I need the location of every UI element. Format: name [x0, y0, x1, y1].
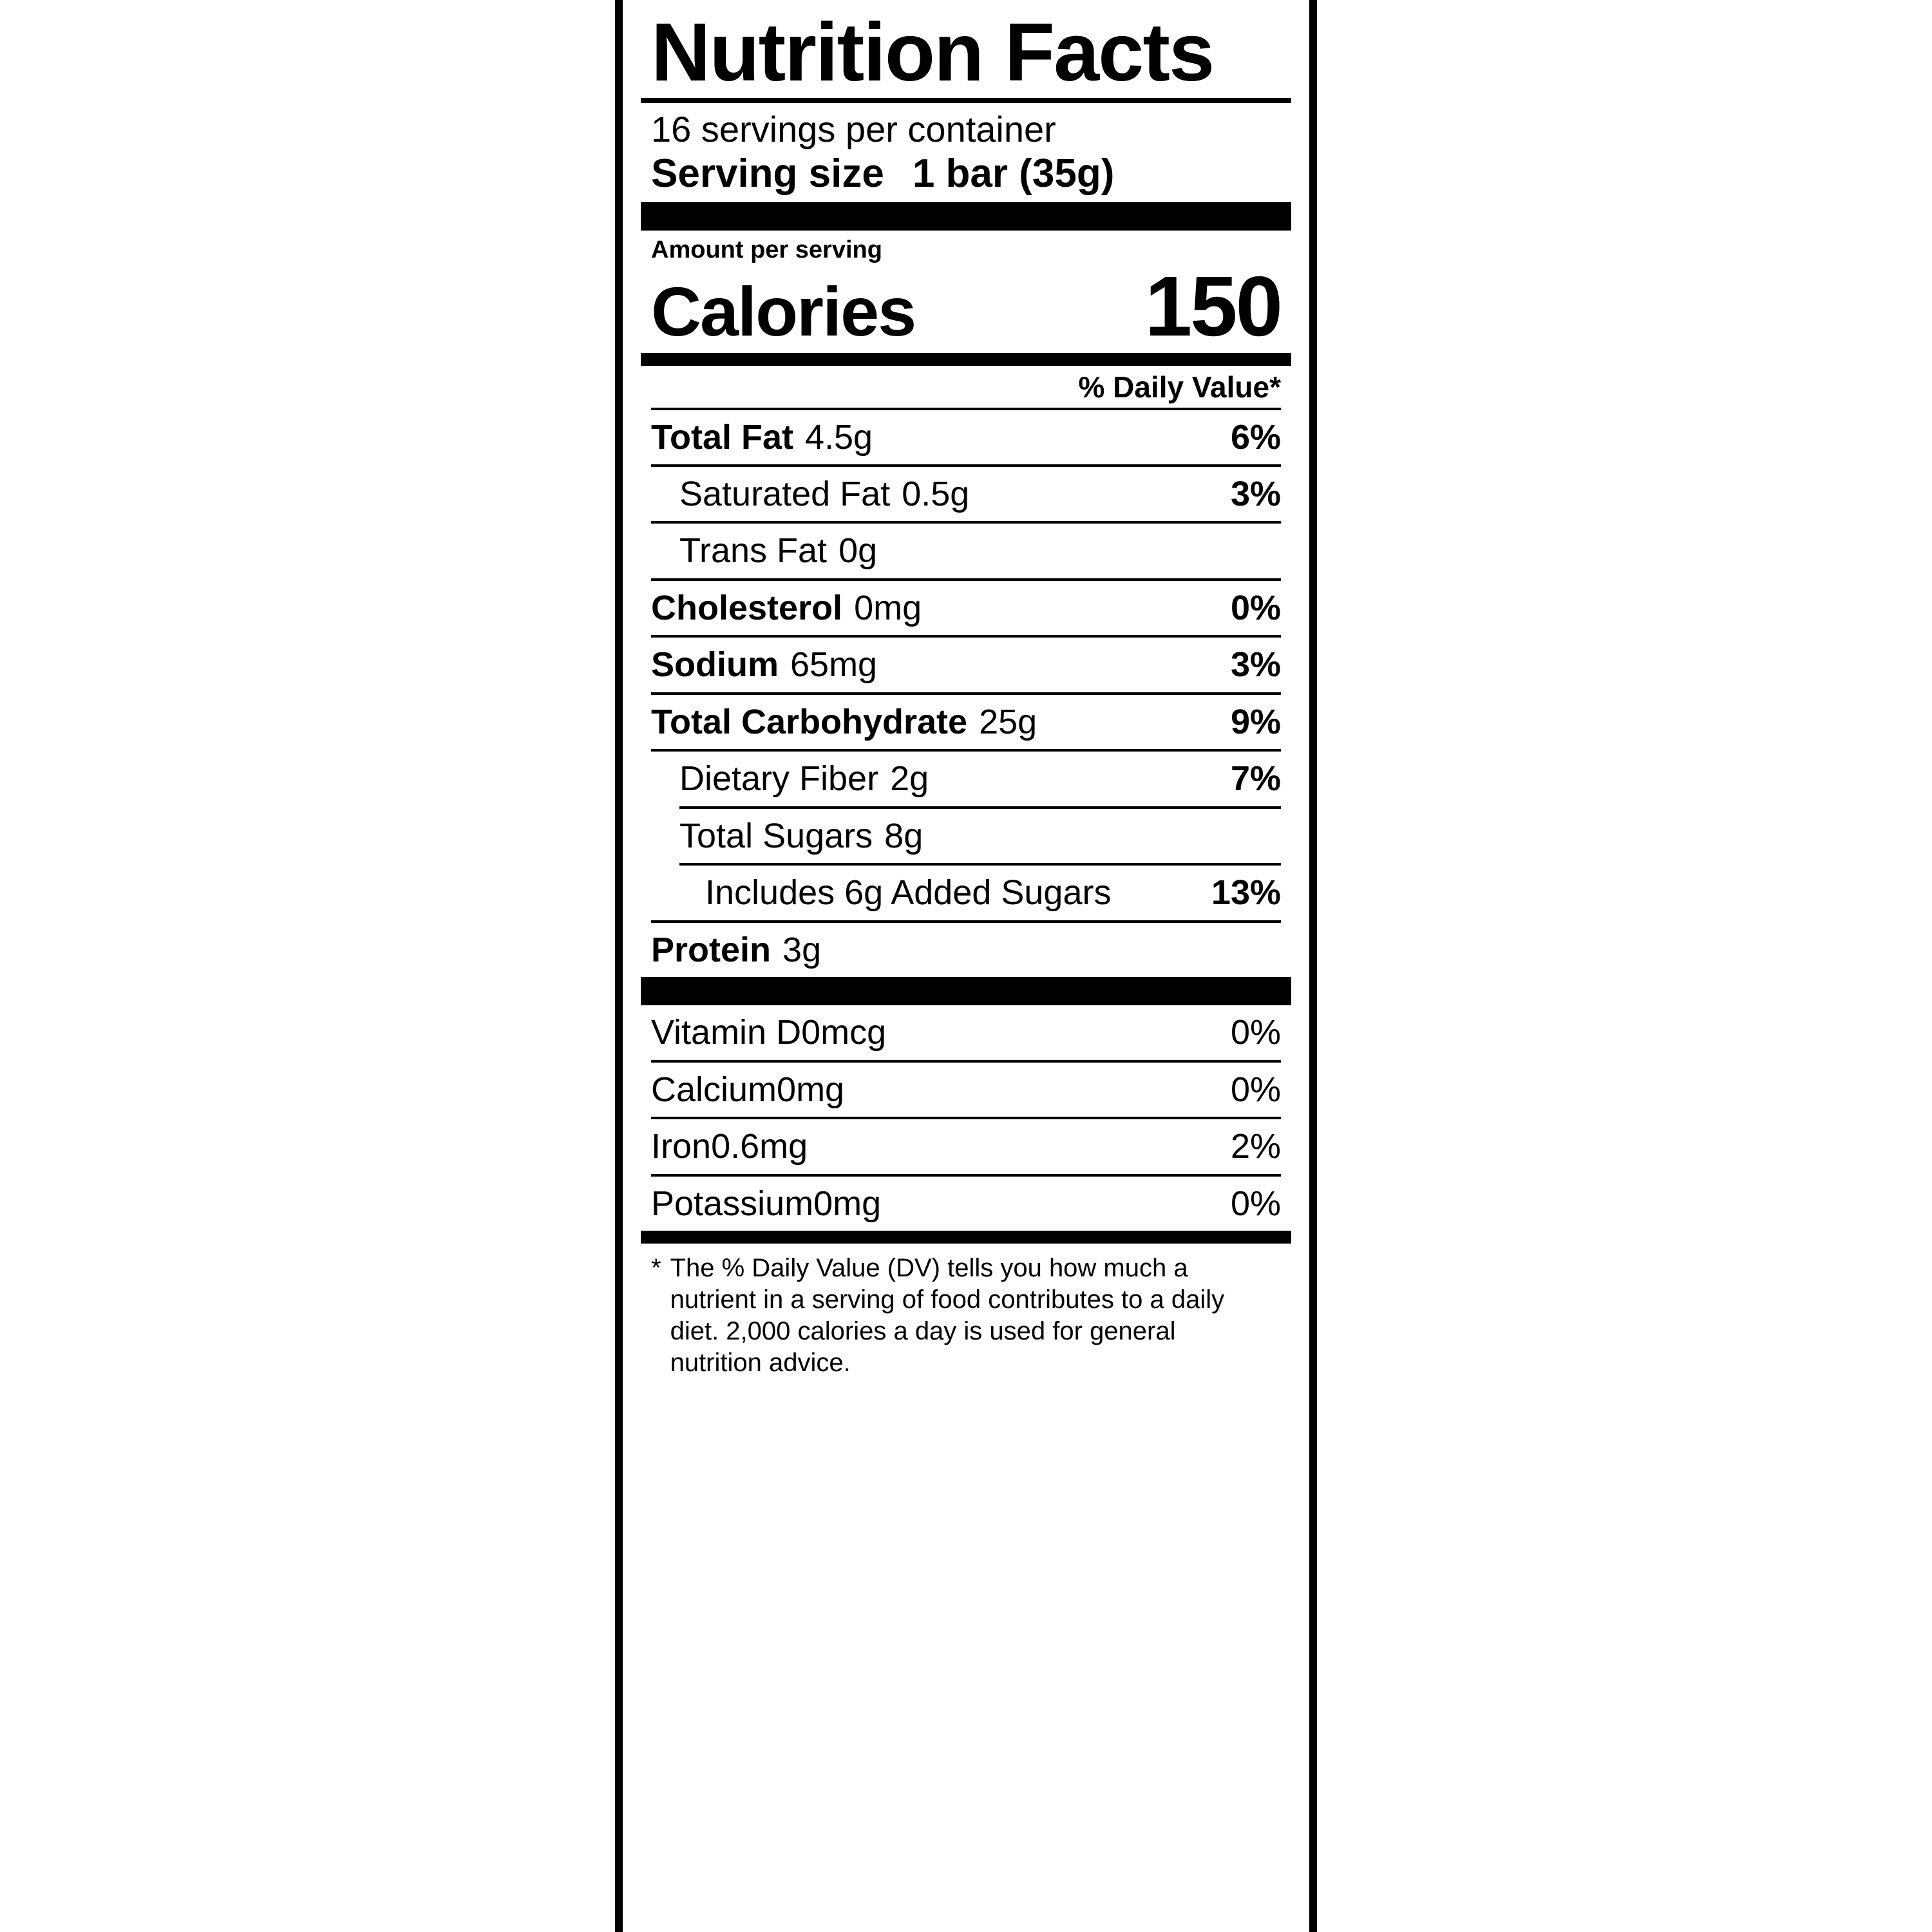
nutrient-amount: 0mg — [854, 588, 922, 627]
nutrient-dv: 3% — [1230, 645, 1281, 685]
serving-size-label: Serving size — [651, 151, 884, 196]
nutrient-dv: 13% — [1211, 873, 1281, 913]
table-row — [651, 467, 1281, 521]
vitamin-amount: 0mg — [813, 1184, 882, 1223]
nutrient-amount: 25g — [979, 702, 1037, 741]
nutrient-name: Trans Fat — [679, 531, 828, 571]
nutrient-amount: 0g — [838, 531, 878, 571]
table-row — [651, 923, 1281, 977]
vitamin-amount: 0mg — [777, 1070, 845, 1109]
calories-label: Calories — [651, 272, 916, 350]
vitamin-amount: 0mcg — [801, 1013, 887, 1052]
table-row — [651, 809, 1281, 863]
vitamin-dv: 0% — [1230, 1013, 1281, 1052]
nutrient-amount: 0.5g — [902, 475, 970, 514]
table-row — [651, 695, 1281, 749]
table-row — [651, 1119, 1281, 1173]
table-row — [651, 1063, 1281, 1117]
nutrient-dv: 3% — [1230, 475, 1281, 514]
vitamin-dv: 0% — [1230, 1184, 1281, 1223]
nutrient-amount: 8g — [884, 816, 923, 855]
nutrient-name: Dietary Fiber — [679, 759, 879, 799]
table-row — [651, 638, 1281, 692]
amount-per-serving-label: Amount per serving — [651, 236, 882, 264]
table-row — [651, 524, 1281, 578]
nutrient-amount: 4.5g — [804, 417, 873, 457]
vitamin-name: Vitamin D — [651, 1013, 802, 1052]
nutrient-name: Total Sugars — [679, 816, 873, 855]
footnote — [651, 1244, 1281, 1378]
divider-above-footnote — [641, 1231, 1291, 1244]
nutrient-dv: 9% — [1230, 702, 1281, 741]
table-row — [651, 1005, 1281, 1059]
footnote-star: * — [651, 1254, 661, 1283]
nutrient-name: Protein — [651, 930, 772, 969]
nutrient-name: Saturated Fat — [679, 475, 891, 514]
nutrient-name: Cholesterol — [651, 588, 843, 627]
nutrient-amount: 3g — [782, 930, 822, 969]
serving-size-value: 1 bar (35g) — [912, 151, 1115, 196]
vitamin-dv: 2% — [1230, 1127, 1281, 1166]
table-row — [651, 752, 1281, 806]
vitamin-dv: 0% — [1230, 1070, 1281, 1109]
serving-size-row — [651, 150, 1281, 202]
nutrient-amount: 65mg — [790, 645, 878, 685]
nutrition-facts-panel — [615, 0, 1317, 1932]
calories-row — [651, 258, 1281, 354]
footnote-text: The % Daily Value (DV) tells you how much a nutrient in a serving of food contributes to a daily diet. 2,000 calories a day is used for general nutrition advice. — [670, 1254, 1225, 1377]
nutrient-name: Total Carbohydrate — [651, 702, 968, 741]
vitamin-name: Potassium — [651, 1184, 814, 1223]
nutrition-facts-inner — [641, 0, 1291, 1932]
nutrient-amount: 2g — [890, 759, 929, 799]
calories-value: 150 — [1144, 258, 1281, 354]
divider-under-calories — [641, 353, 1291, 366]
nutrient-dv: 7% — [1230, 759, 1281, 799]
page-title: Nutrition Facts — [651, 6, 1214, 99]
nutrient-dv: 6% — [1230, 417, 1281, 457]
vitamin-amount: 0.6mg — [711, 1127, 808, 1166]
divider-under-title — [641, 98, 1291, 103]
table-row — [651, 410, 1281, 464]
vitamin-name: Iron — [651, 1127, 712, 1166]
nutrient-name: Sodium — [651, 645, 779, 685]
vitamin-name: Calcium — [651, 1070, 777, 1109]
table-row — [651, 1177, 1281, 1231]
nutrient-name: Includes 6g Added Sugars — [705, 873, 1112, 913]
divider-thick-black-bar-2 — [641, 977, 1291, 1005]
table-row — [651, 581, 1281, 635]
nutrient-dv: 0% — [1230, 588, 1281, 627]
servings-per-container: 16 servings per container — [651, 109, 1056, 149]
nutrient-name: Total Fat — [651, 417, 793, 457]
table-row — [651, 866, 1281, 920]
divider-thick-black-bar — [641, 202, 1291, 231]
daily-value-header: % Daily Value* — [1078, 370, 1281, 404]
